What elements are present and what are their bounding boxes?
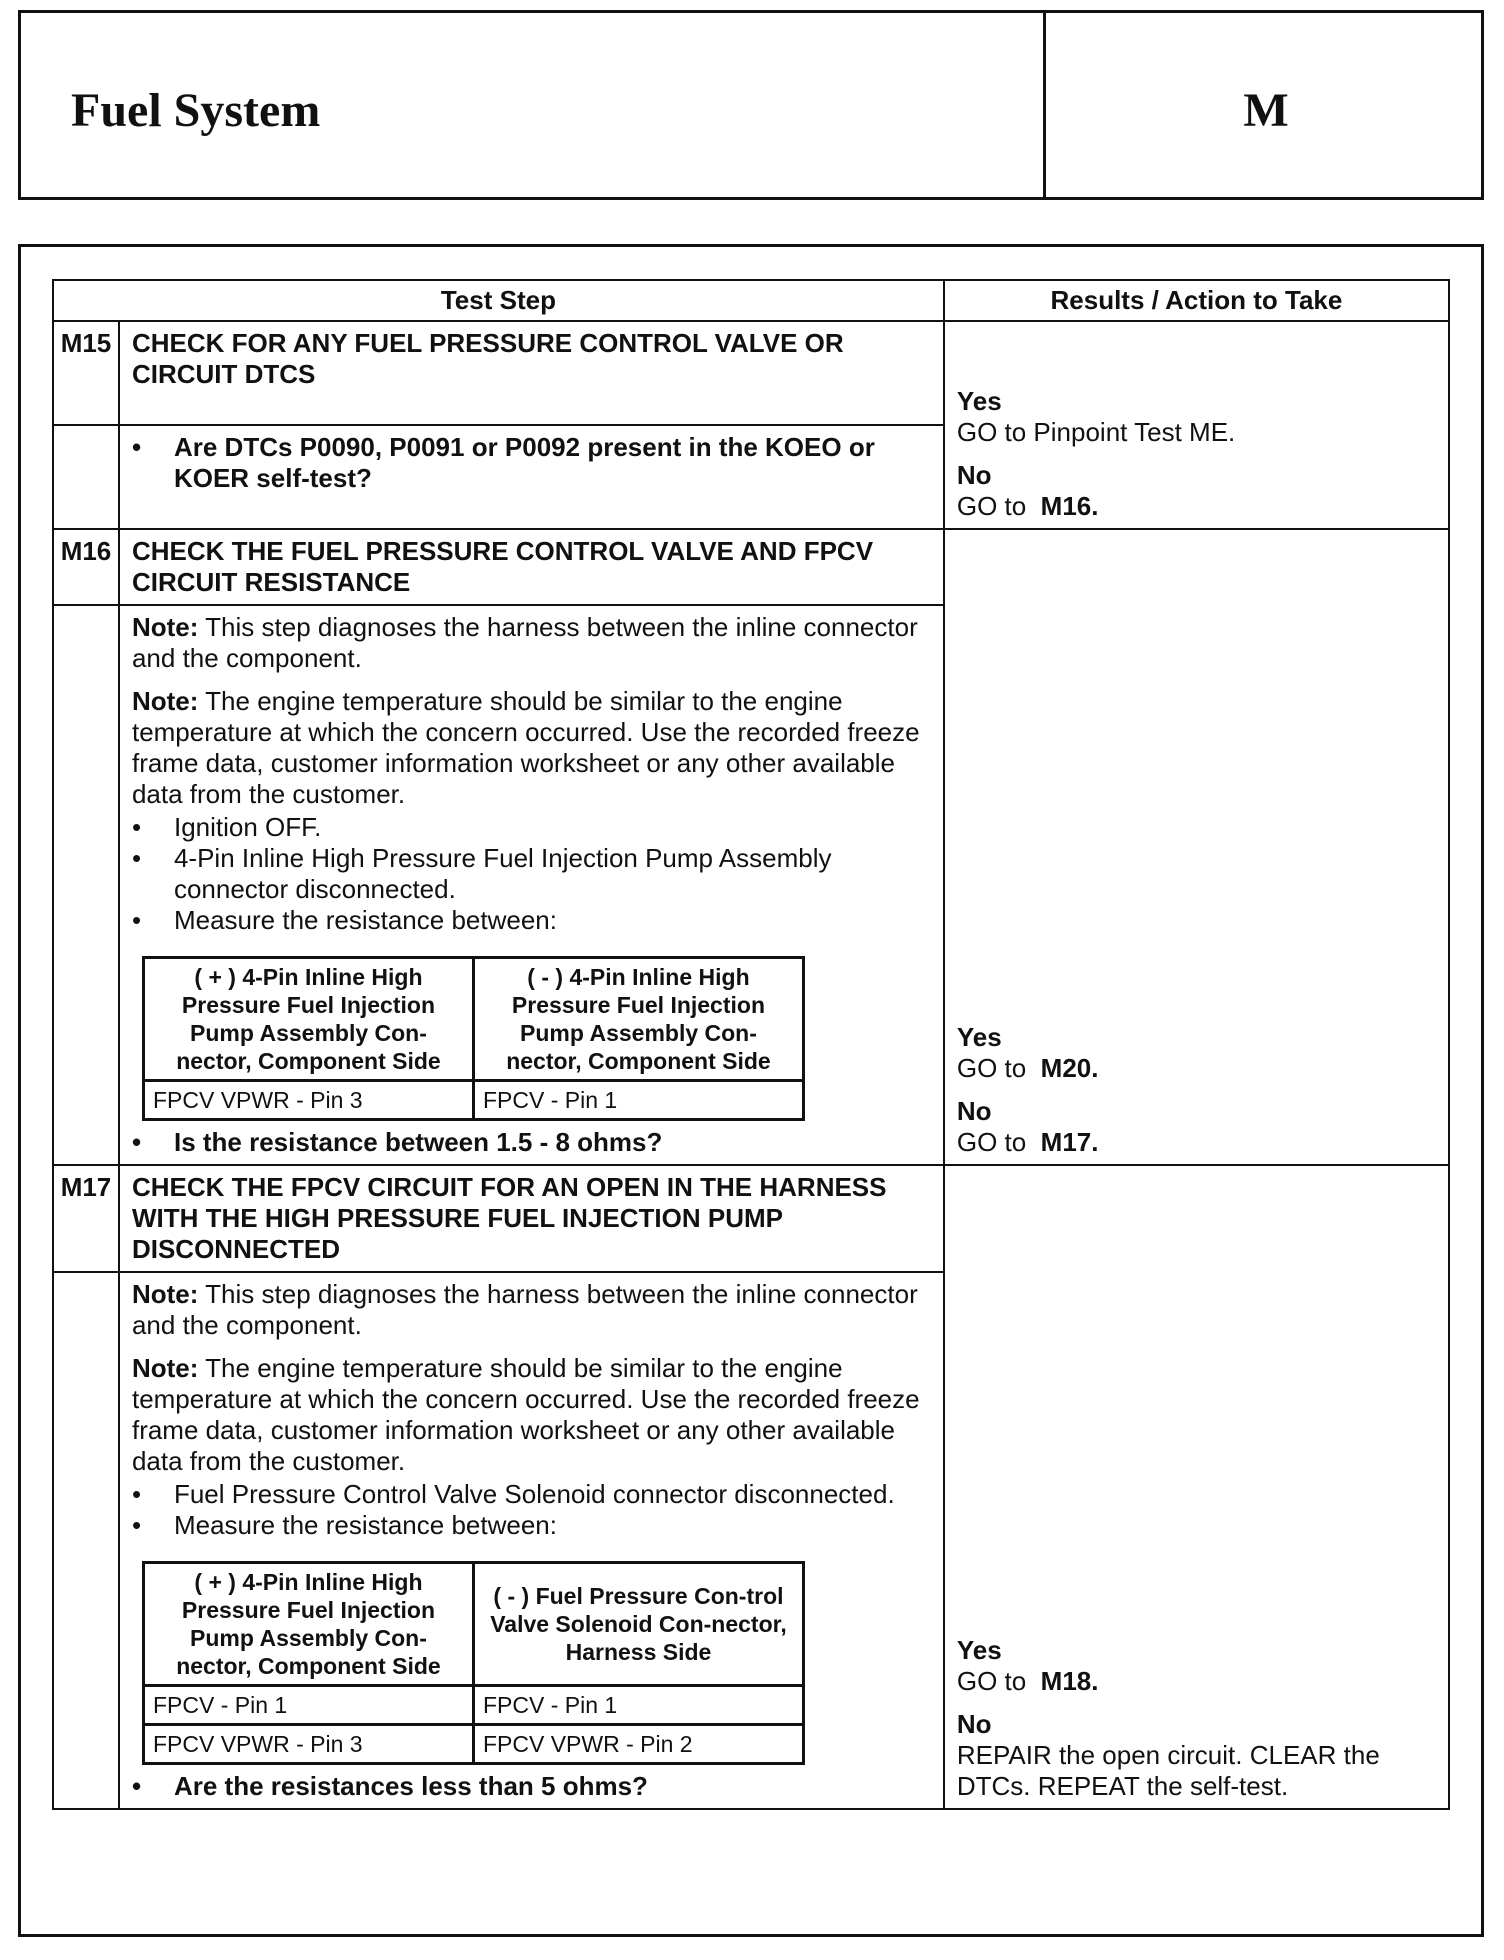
bullet-item: • Ignition OFF. (132, 812, 931, 843)
resistance-table (142, 956, 805, 1121)
step-body (119, 425, 944, 529)
table-cell: FPCV VPWR - Pin 3 (143, 1725, 473, 1764)
yes-label: Yes (956, 1635, 1002, 1665)
yes-label: Yes (956, 1022, 1002, 1052)
no-label: No (956, 1096, 992, 1126)
table-cell: FPCV - Pin 1 (473, 1686, 803, 1725)
table-row (143, 1081, 803, 1120)
step-m17-results (944, 1165, 1449, 1809)
step-m16-title-row (53, 529, 1449, 605)
page-header (18, 10, 1484, 200)
step-body (119, 605, 944, 1165)
step-m16-results (944, 529, 1449, 1165)
no-action: REPAIR the open circuit. CLEAR the DTCs. REPEAT the self-test. (956, 1740, 1380, 1801)
table-cell: FPCV - Pin 1 (473, 1081, 803, 1120)
test-step-table (52, 279, 1450, 1810)
table-row (143, 1725, 803, 1764)
column-header: ( + ) 4-Pin Inline High Pressure Fuel Injection Pump Assembly Con-nector, Component Side (143, 1563, 473, 1686)
yes-action: GO to M18. (956, 1666, 1099, 1696)
bullet-item: • 4-Pin Inline High Pressure Fuel Injection Pump Assembly connector disconnected. (132, 843, 931, 905)
step-bullets (132, 812, 931, 936)
note: Note: The engine temperature should be similar to the engine temperature at which the concern occurred. Use the recorded freeze frame data, customer information worksheet or any other available data from the customer. (131, 1353, 920, 1476)
step-body (119, 1272, 944, 1809)
column-header: ( - ) 4-Pin Inline High Pressure Fuel Injection Pump Assembly Con-nector, Component Side (473, 958, 803, 1081)
table-cell: FPCV VPWR - Pin 2 (473, 1725, 803, 1764)
step-m17-title-row (53, 1165, 1449, 1272)
yes-action: GO to M20. (956, 1053, 1099, 1083)
note: Note: This step diagnoses the harness between the inline connector and the component. (131, 1279, 918, 1340)
step-m15-results (944, 321, 1449, 529)
step-question: • Is the resistance between 1.5 - 8 ohms? (132, 1127, 931, 1158)
step-id: M15 (53, 321, 119, 425)
step-bullets (132, 1479, 931, 1541)
table-header-row (53, 280, 1449, 321)
no-label: No (956, 1709, 992, 1739)
yes-action: GO to Pinpoint Test ME. (956, 417, 1236, 447)
step-m15-title-row (53, 321, 1449, 425)
table-cell: FPCV VPWR - Pin 3 (143, 1081, 473, 1120)
results-header: Results / Action to Take (944, 280, 1449, 321)
column-header: ( + ) 4-Pin Inline High Pressure Fuel Injection Pump Assembly Con-nector, Component Side (143, 958, 473, 1081)
section-letter: M (1243, 84, 1289, 137)
bullet-item: • Measure the resistance between: (132, 905, 931, 936)
bullet-item: • Fuel Pressure Control Valve Solenoid connector disconnected. (132, 1479, 931, 1510)
step-title: CHECK THE FUEL PRESSURE CONTROL VALVE AND FPCV CIRCUIT RESISTANCE (119, 529, 944, 605)
note: Note: This step diagnoses the harness between the inline connector and the component. (131, 612, 918, 673)
no-action: GO to M16. (956, 491, 1099, 521)
no-action: GO to M17. (956, 1127, 1099, 1157)
resistance-table (142, 1561, 805, 1765)
bullet-item: • Measure the resistance between: (132, 1510, 931, 1541)
table-row (143, 1686, 803, 1725)
no-label: No (956, 460, 992, 490)
table-cell: FPCV - Pin 1 (143, 1686, 473, 1725)
step-title: CHECK THE FPCV CIRCUIT FOR AN OPEN IN THE HARNESS WITH THE HIGH PRESSURE FUEL INJECTION PUMP DISCONNECTED (119, 1165, 944, 1272)
step-id: M16 (53, 529, 119, 605)
yes-label: Yes (956, 386, 1002, 416)
test-step-header: Test Step (53, 280, 944, 321)
page-title: Fuel System (71, 84, 321, 137)
step-question: • Are DTCs P0090, P0091 or P0092 present in the KOEO or KOER self-test? (132, 432, 931, 494)
step-question: • Are the resistances less than 5 ohms? (132, 1771, 931, 1802)
note: Note: The engine temperature should be similar to the engine temperature at which the concern occurred. Use the recorded freeze frame data, customer information worksheet or any other available data from the customer. (131, 686, 920, 809)
column-header: ( - ) Fuel Pressure Con-trol Valve Solenoid Con-nector, Harness Side (473, 1563, 803, 1686)
step-id: M17 (53, 1165, 119, 1272)
step-title: CHECK FOR ANY FUEL PRESSURE CONTROL VALVE OR CIRCUIT DTCS (119, 321, 944, 425)
